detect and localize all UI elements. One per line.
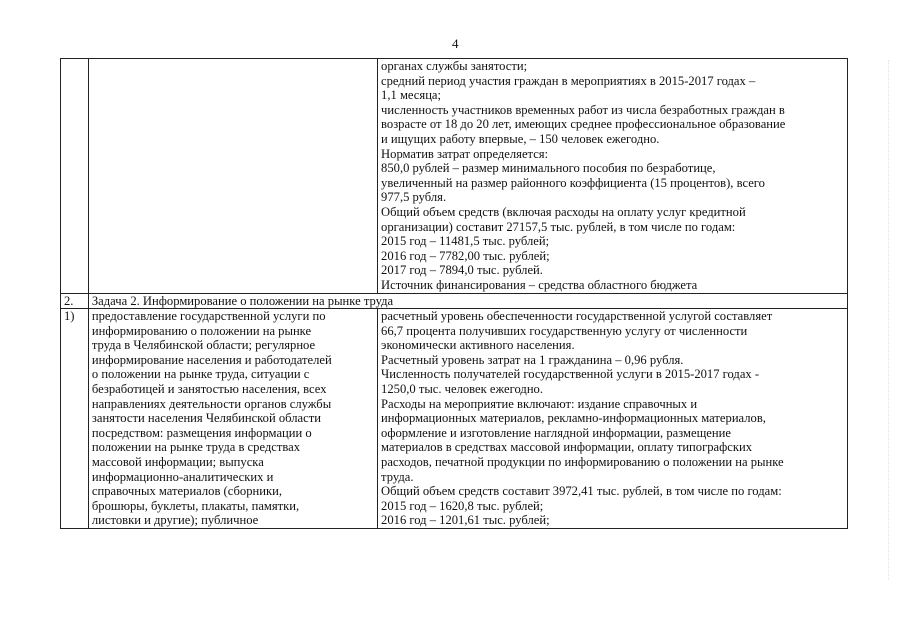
text-line: возрасте от 18 до 20 лет, имеющих среднее профессиональное образование (381, 117, 786, 132)
text-line: Общий объем средств составит 3972,41 тыс. рублей, в том числе по годам: (381, 484, 782, 499)
text-line: 2015 год – 1620,8 тыс. рублей; (381, 498, 544, 513)
text-line: 2016 год – 7782,00 тыс. рублей; (381, 248, 550, 263)
text-line: Общий объем средств (включая расходы на оплату услуг кредитной (381, 204, 746, 219)
text-line: занятости населения Челябинской области (91, 411, 321, 426)
text-line: 66,7 процента получивших государственную услугу от численности (381, 323, 748, 338)
text-line: средний период участия граждан в мероприятиях в 2015-2017 годах – (381, 73, 756, 88)
text-line: 977,5 рубля. (381, 190, 447, 205)
text-line: посредством: размещения информации о (91, 425, 312, 440)
text-line: направлениях деятельности органов службы (91, 396, 332, 411)
text-line: информационных материалов, рекламно-информационных материалов, (381, 411, 766, 426)
task-title: Задача 2. Информирование о положении на рынке труда (88, 293, 847, 309)
text-line: Расходы на мероприятие включают: издание справочных и (381, 396, 698, 411)
row-number-cell (61, 59, 89, 294)
text-line: листовки и другие); публичное (91, 513, 259, 528)
text-line: организации) составит 27157,5 тыс. рублей, в том числе по годам: (381, 219, 736, 234)
text-line: труда. (381, 469, 414, 484)
text-line: 850,0 рублей – размер минимального пособия по безработице, (381, 161, 716, 176)
table-row-item (61, 309, 848, 529)
text-line: Расчетный уровень затрат на 1 гражданина – 0,96 рубля. (381, 352, 684, 367)
text-line: расходов, печатной продукции по информированию о положении на рынке (381, 455, 784, 470)
task-number: 2. (61, 293, 89, 309)
text-line: о положении на рынке труда, ситуации с (91, 367, 310, 382)
text-line: и ищущих работу впервые, – 150 человек ежегодно. (381, 131, 660, 146)
measure-name-cell (88, 59, 377, 294)
text-line: экономически активного населения. (381, 338, 575, 353)
text-line: брошюры, буклеты, плакаты, памятки, (91, 498, 300, 513)
text-line: Источник финансирования – средства областного бюджета (381, 277, 698, 292)
text-line: 2017 год – 7894,0 тыс. рублей. (381, 263, 543, 278)
text-line: 1,1 месяца; (381, 88, 442, 103)
text-line: 2016 год – 1201,61 тыс. рублей; (381, 513, 550, 528)
text-line: увеличенный на размер районного коэффициента (15 процентов), всего (381, 175, 765, 190)
table-row-continuation (61, 59, 848, 294)
text-line: оформление и изготовление наглядной информации, размещение (381, 425, 731, 440)
table-row-task (61, 293, 848, 309)
text-line: безработицей и занятостью населения, всех (91, 382, 327, 397)
item-description-cell (88, 309, 377, 529)
text-line: информирование населения и работодателей (91, 352, 332, 367)
text-line: справочных материалов (сборники, (91, 484, 282, 499)
item-justification-cell (378, 309, 848, 529)
measures-table (60, 58, 848, 529)
text-line: массовой информации; выпуска (91, 455, 264, 470)
text-line: органах службы занятости; (381, 59, 528, 73)
item-number: 1) (61, 309, 89, 529)
text-line: численность участников временных работ из числа безработных граждан в (381, 102, 785, 117)
page-number: 4 (452, 36, 459, 51)
text-line: Численность получателей государственной услуги в 2015-2017 годах - (381, 367, 760, 382)
text-line: информированию о положении на рынке (91, 323, 312, 338)
scan-margin-marks (888, 60, 899, 580)
text-line: труда в Челябинской области; регулярное (91, 338, 316, 353)
text-line: 1250,0 тыс. человек ежегодно. (381, 382, 544, 397)
text-line: 2015 год – 11481,5 тыс. рублей; (381, 234, 550, 249)
text-line: информационно-аналитических и (91, 469, 274, 484)
text-line: положении на рынке труда в средствах (91, 440, 301, 455)
text-line: предоставление государственной услуги по (91, 309, 326, 324)
text-line: материалов в средствах массовой информации, оплату типографских (381, 440, 753, 455)
text-line: Норматив затрат определяется: (381, 146, 549, 161)
text-line: расчетный уровень обеспеченности государственной услугой составляет (381, 309, 773, 324)
justification-cell (378, 59, 848, 294)
